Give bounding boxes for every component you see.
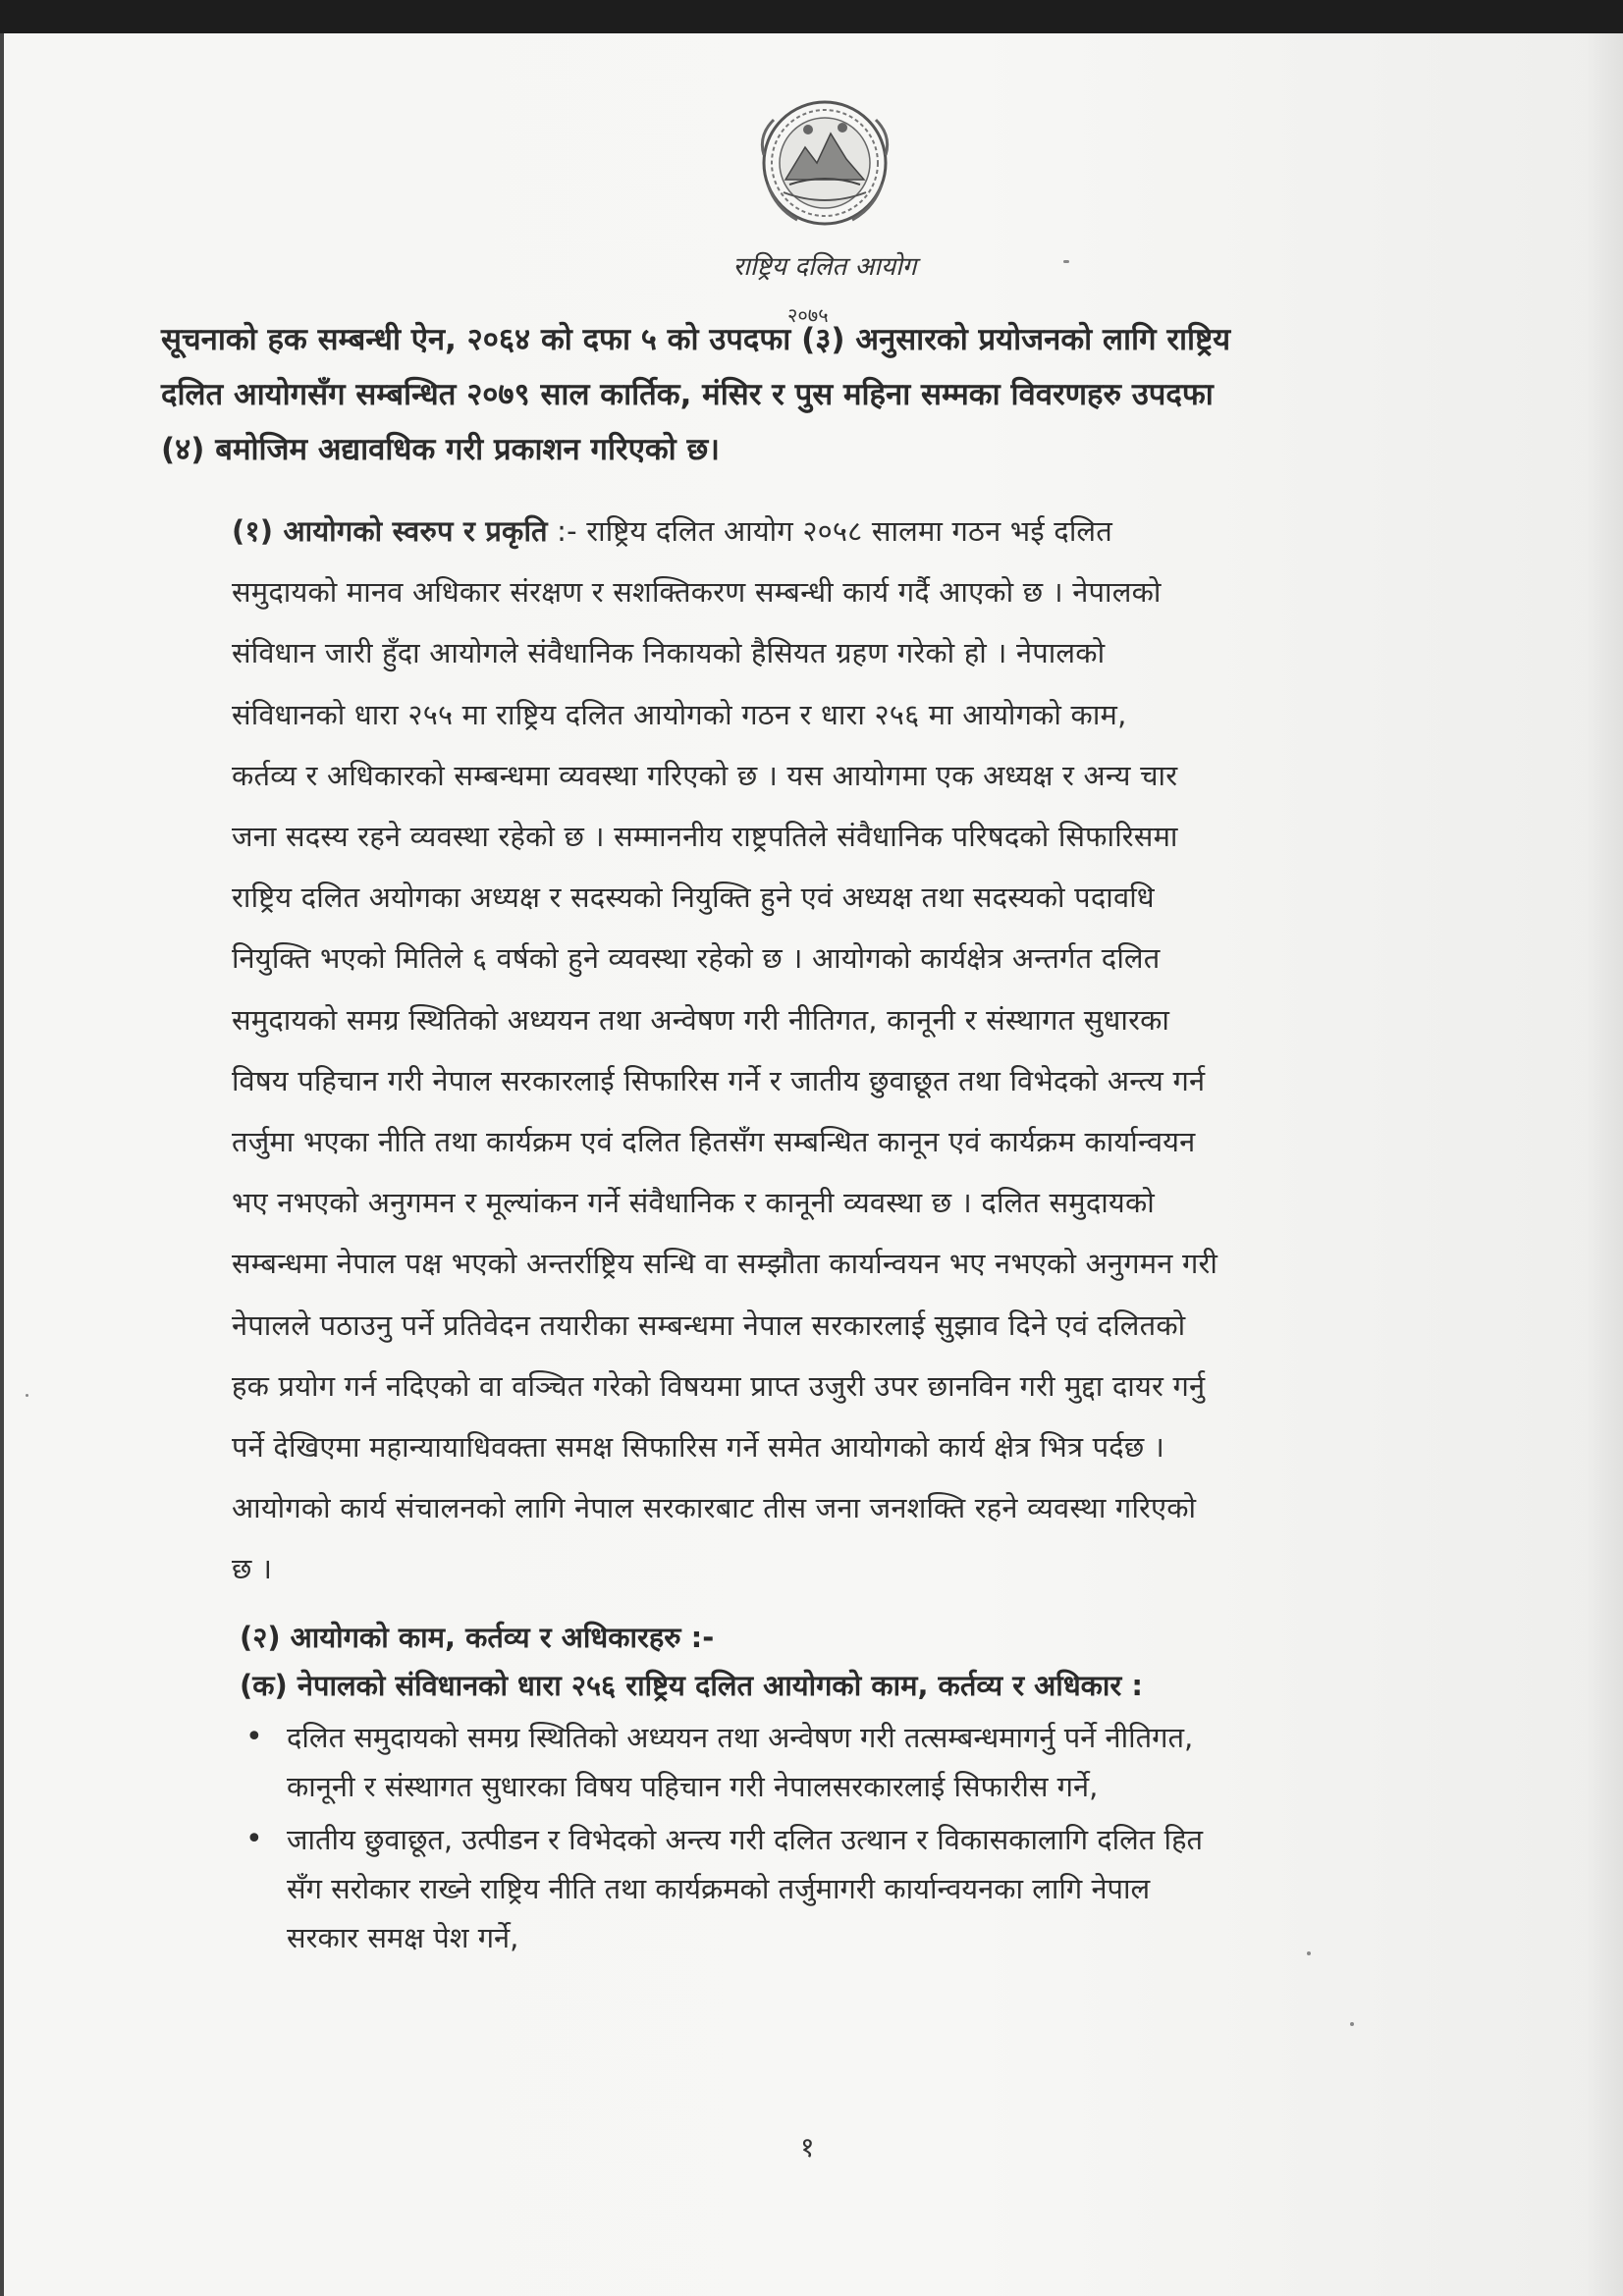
bullet-line: सरकार समक्ष पेश गर्ने, <box>287 1921 519 1954</box>
section-2-heading: (२) आयोगको काम, कर्तव्य र अधिकारहरु :- <box>240 1621 715 1654</box>
scan-speck <box>1350 2022 1354 2026</box>
section-1-line: संविधानको धारा २५५ मा राष्ट्रिय दलित आयोगको गठन र धारा २५६ मा आयोगको काम, <box>232 697 1127 731</box>
bullet-line: जातीय छुवाछूत, उत्पीडन र विभेदको अन्त्य गरी दलित उत्थान र विकासकालागि दलित हित <box>287 1823 1203 1856</box>
section-1-line: जना सदस्य रहने व्यवस्था रहेको छ । सम्माननीय राष्ट्रपतिले संवैधानिक परिषदको सिफारिसमा <box>232 820 1178 854</box>
section-1-line: संविधान जारी हुँदा आयोगले संवैधानिक निकायको हैसियत ग्रहण गरेको हो । नेपालको <box>232 636 1106 670</box>
bullet-line: कानूनी र संस्थागत सुधारका विषय पहिचान गरी नेपालसरकारलाई सिफारीस गर्ने, <box>287 1770 1099 1803</box>
section-1-line: तर्जुमा भएका नीति तथा कार्यक्रम एवं दलित हितसँग सम्बन्धित कानून एवं कार्यक्रम कार्यान्वयन <box>232 1125 1196 1159</box>
scan-left-edge <box>0 33 4 2296</box>
scan-top-edge <box>0 0 1623 33</box>
intro-line: दलित आयोगसँग सम्बन्धित २०७९ साल कार्तिक, मंसिर र पुस महिना सम्मका विवरणहरु उपदफा <box>161 377 1214 412</box>
section-1-line: भए नभएको अनुगमन र मूल्यांकन गर्ने संवैधानिक र कानूनी व्यवस्था छ । दलित समुदायको <box>232 1186 1155 1220</box>
section-1-line: आयोगको कार्य संचालनको लागि नेपाल सरकारबाट तीस जना जनशक्ति रहने व्यवस्था गरिएको <box>232 1491 1197 1525</box>
commission-emblem <box>707 86 943 293</box>
section-1-line: समुदायको मानव अधिकार संरक्षण र सशक्तिकरण सम्बन्धी कार्य गर्दै आएको छ । नेपालको <box>232 575 1162 610</box>
handwritten-year: २०७५ <box>787 303 829 327</box>
bullet-icon: • <box>245 1720 263 1754</box>
section-1-line: पर्ने देखिएमा महान्यायाधिवक्ता समक्ष सिफारिस गर्ने समेत आयोगको कार्य क्षेत्र भित्र पर्दछ । <box>232 1430 1165 1465</box>
section-1-line: छ । <box>232 1552 273 1586</box>
section-1-line: विषय पहिचान गरी नेपाल सरकारलाई सिफारिस गर्ने र जातीय छुवाछूत तथा विभेदको अन्त्य गर्न <box>232 1063 1206 1097</box>
scan-speck <box>1063 260 1069 263</box>
bullet-line: सँग सरोकार राख्ने राष्ट्रिय नीति तथा कार्यक्रमको तर्जुमागरी कार्यान्वयनका लागि नेपाल <box>287 1872 1151 1905</box>
list-item <box>240 1815 1418 1962</box>
intro-paragraph <box>161 312 1400 477</box>
bullet-icon: • <box>245 1822 263 1856</box>
section-2-subheading: (क) नेपालको संविधानको धारा २५६ राष्ट्रिय दलित आयोगको काम, कर्तव्य र अधिकार : <box>240 1669 1143 1702</box>
emblem-caption: राष्ट्रिय दलित आयोग <box>732 252 917 282</box>
section-1-line: राष्ट्रिय दलित अयोगका अध्यक्ष र सदस्यको नियुक्ति हुने एवं अध्यक्ष तथा सदस्यको पदावधि <box>232 881 1155 915</box>
section-1-line: सम्बन्धमा नेपाल पक्ष भएको अन्तर्राष्ट्रिय सन्धि वा सम्झौता कार्यान्वयन भए नभएको अनुगमन गरी <box>232 1247 1218 1281</box>
intro-line: सूचनाको हक सम्बन्धी ऐन, २०६४ को दफा ५ को उपदफा (३) अनुसारको प्रयोजनको लागि राष्ट्रिय <box>161 322 1231 357</box>
section-1-heading: (१) आयोगको स्वरुप र प्रकृति <box>232 514 548 548</box>
list-item <box>240 1713 1418 1811</box>
intro-line: (४) बमोजिम अद्यावधिक गरी प्रकाशन गरिएको छ। <box>161 432 720 467</box>
scan-right-shade <box>1584 33 1623 2296</box>
duties-bullet-list <box>240 1713 1418 1966</box>
section-1-line: नेपालले पठाउनु पर्ने प्रतिवेदन तयारीका सम्बन्धमा नेपाल सरकारलाई सुझाव दिने एवं दलितको <box>232 1308 1186 1342</box>
page-number: १ <box>800 2131 815 2163</box>
bullet-line: दलित समुदायको समग्र स्थितिको अध्ययन तथा अन्वेषण गरी तत्सम्बन्धमागर्नु पर्ने नीतिगत, <box>287 1721 1194 1754</box>
section-1-line: नियुक्ति भएको मितिले ६ वर्षको हुने व्यवस्था रहेको छ । आयोगको कार्यक्षेत्र अन्तर्गत दलित <box>232 941 1161 976</box>
scan-speck <box>1307 1951 1311 1955</box>
section-1-line: कर्तव्य र अधिकारको सम्बन्धमा व्यवस्था गरिएको छ । यस आयोगमा एक अध्यक्ष र अन्य चार <box>232 758 1178 792</box>
section-1-line: समुदायको समग्र स्थितिको अध्ययन तथा अन्वेषण गरी नीतिगत, कानूनी र संस्थागत सुधारका <box>232 1002 1170 1037</box>
emblem-seal-icon <box>707 86 943 293</box>
section-1-first-line <box>232 501 1420 561</box>
section-1-line: हक प्रयोग गर्न नदिएको वा वञ्चित गरेको विषयमा प्राप्त उजुरी उपर छानविन गरी मुद्दा दायर गर्नु <box>232 1368 1206 1403</box>
scan-speck <box>26 1394 28 1397</box>
section-1-line: :- राष्ट्रिय दलित आयोग २०५८ सालमा गठन भई दलित <box>557 514 1112 548</box>
section-1-paragraph <box>232 501 1420 1600</box>
